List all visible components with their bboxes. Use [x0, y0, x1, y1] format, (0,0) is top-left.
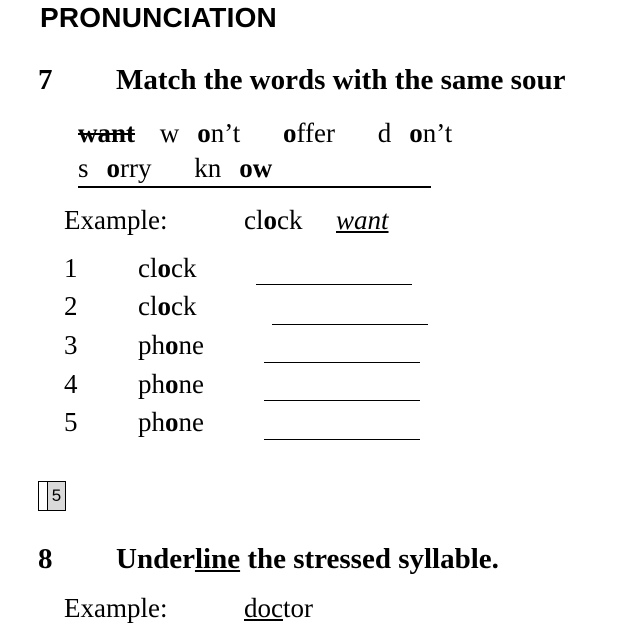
item-number: 1 [64, 253, 78, 283]
word-bank-underline [78, 186, 431, 188]
answer-blank[interactable] [272, 300, 428, 325]
section-title: PRONUNCIATION [40, 2, 277, 33]
word-bank-word: want [78, 118, 136, 148]
answer-blank[interactable] [264, 376, 420, 401]
question-8-number: 8 [38, 543, 53, 575]
answer-blank[interactable] [256, 260, 412, 285]
example-label: Example: [64, 205, 168, 235]
answer-blank[interactable] [264, 338, 420, 363]
word-bank-word: offer [283, 118, 336, 148]
item-number: 2 [64, 291, 78, 321]
item-word: clock [138, 291, 197, 321]
q8-example-word: doctor [244, 593, 313, 623]
example-word: clock [244, 205, 303, 235]
question-8-instruction: Underline the stressed syllable. [116, 543, 499, 575]
word-bank-word: w on’t [159, 118, 241, 148]
answer-blank[interactable] [264, 415, 420, 440]
question-7-number: 7 [38, 64, 53, 96]
q8-example-label: Example: [64, 593, 168, 623]
item-word: phone [138, 407, 204, 437]
item-number: 5 [64, 407, 78, 437]
word-bank-line-2 [78, 153, 290, 184]
word-bank-word: kn ow [194, 153, 273, 183]
item-word: phone [138, 369, 204, 399]
word-bank-line-1 [78, 118, 488, 149]
question-7-instruction: Match the words with the same sour [116, 64, 566, 96]
score-box [38, 481, 66, 511]
item-number: 3 [64, 330, 78, 360]
item-word: phone [138, 330, 204, 360]
item-number: 4 [64, 369, 78, 399]
score-value: 5 [47, 482, 65, 510]
word-bank-word: s orry [78, 153, 152, 183]
example-answer: want [336, 205, 389, 235]
word-bank-word: d on’t [377, 118, 453, 148]
item-word: clock [138, 253, 197, 283]
